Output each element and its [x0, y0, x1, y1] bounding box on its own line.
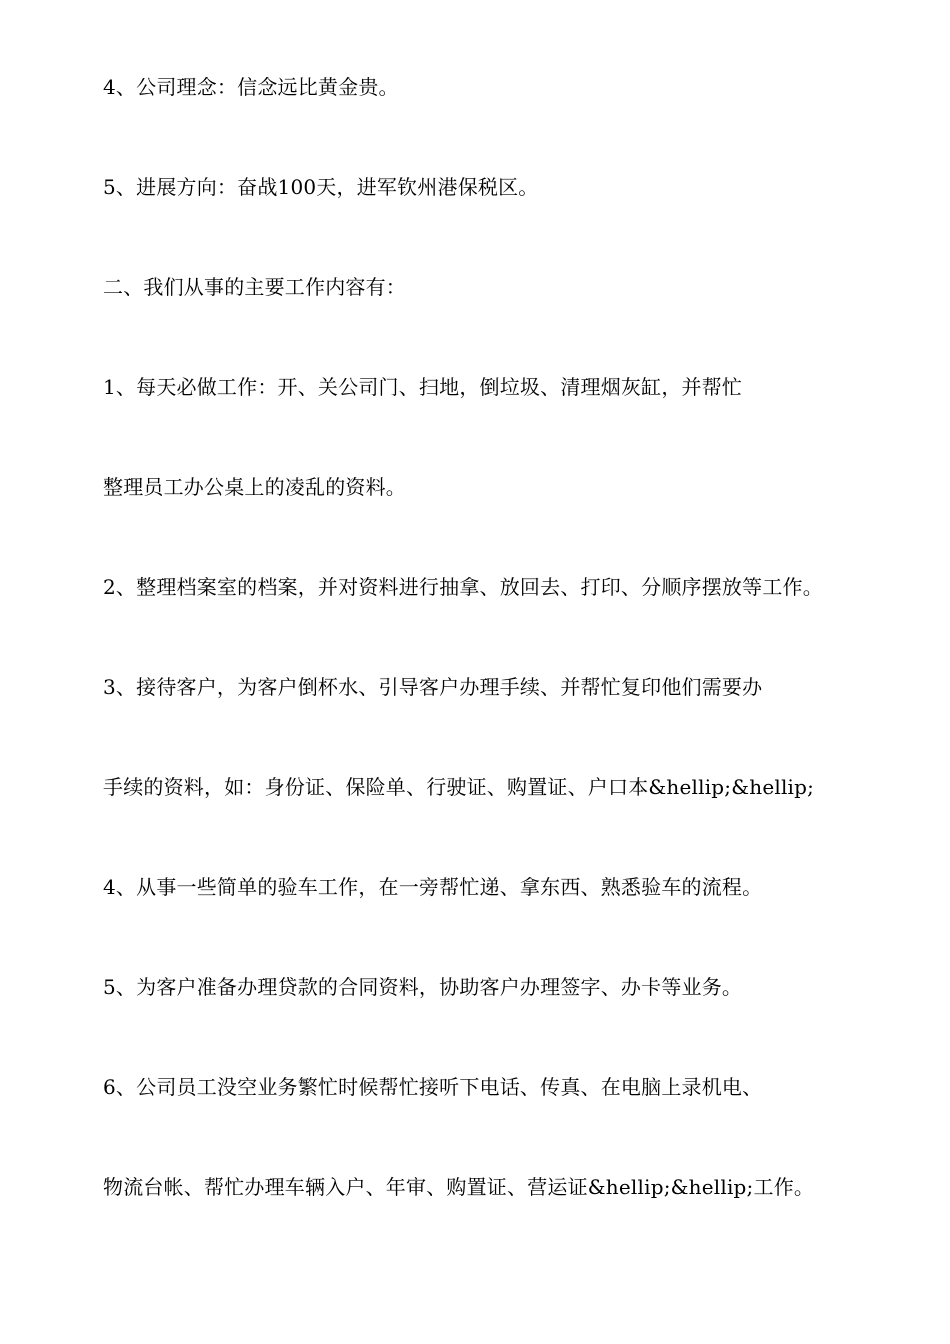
paragraph-reception: 3、接待客户，为客户倒杯水、引导客户办理手续、并帮忙复印他们需要办 — [103, 675, 763, 699]
paragraph-daily-tasks-cont: 整理员工办公桌上的凌乱的资料。 — [103, 475, 406, 499]
paragraph-archive-work: 2、整理档案室的档案，并对资料进行抽拿、放回去、打印、分顺序摆放等工作。 — [103, 575, 823, 599]
paragraph-vehicle-inspection: 4、从事一些简单的验车工作，在一旁帮忙递、拿东西、熟悉验车的流程。 — [103, 875, 763, 899]
paragraph-reception-cont: 手续的资料，如：身份证、保险单、行驶证、购置证、户口本&hellip;&hellip; — [103, 775, 815, 799]
paragraph-office-support-cont: 物流台帐、帮忙办理车辆入户、年审、购置证、营运证&hellip;&hellip;工作。 — [103, 1175, 815, 1199]
paragraph-loan-contracts: 5、为客户准备办理贷款的合同资料，协助客户办理签字、办卡等业务。 — [103, 975, 743, 999]
paragraph-philosophy: 4、公司理念：信念远比黄金贵。 — [103, 75, 399, 99]
paragraph-daily-tasks: 1、每天必做工作：开、关公司门、扫地，倒垃圾、清理烟灰缸，并帮忙 — [103, 375, 743, 399]
paragraph-direction: 5、进展方向：奋战100天，进军钦州港保税区。 — [103, 175, 539, 199]
section-heading-main-work: 二、我们从事的主要工作内容有： — [103, 275, 406, 299]
paragraph-office-support: 6、公司员工没空业务繁忙时候帮忙接听下电话、传真、在电脑上录机电、 — [103, 1075, 763, 1099]
